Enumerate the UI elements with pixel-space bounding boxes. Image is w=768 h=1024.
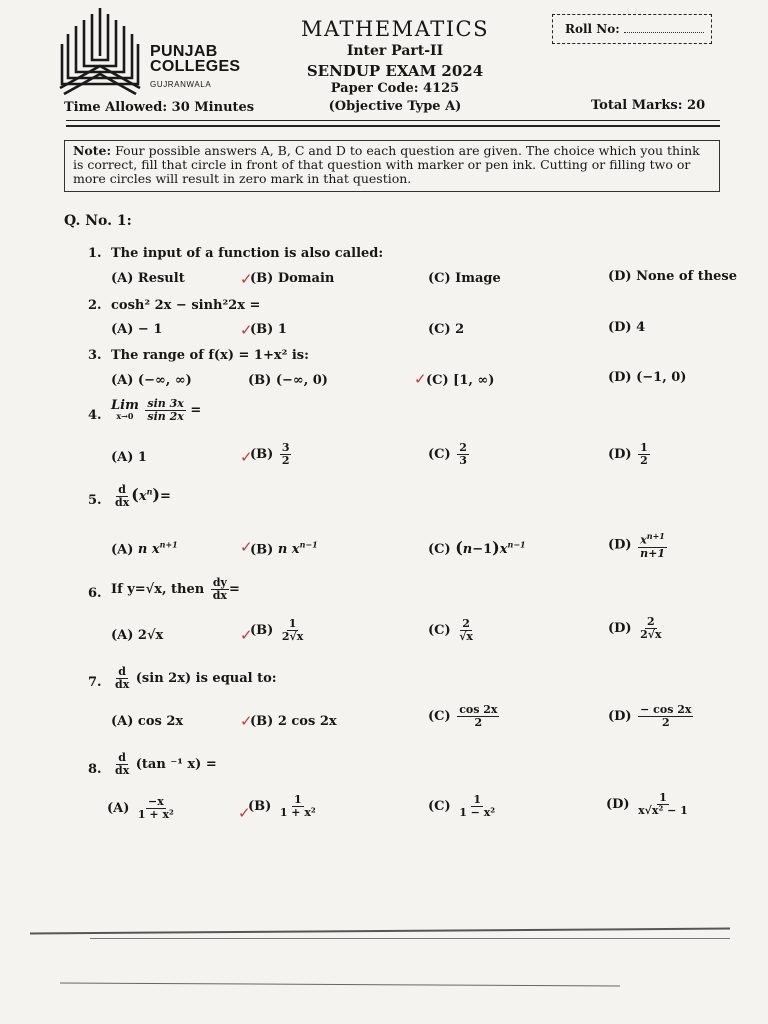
limit-label: Lim — [111, 397, 139, 413]
fraction-numerator: − cos 2x — [640, 703, 692, 716]
option-a[interactable] — [107, 796, 176, 821]
question-number: 2. — [88, 298, 102, 313]
option-a[interactable]: (A) 2√x — [111, 628, 164, 643]
fraction-denominator: 3 — [459, 454, 467, 467]
option-a[interactable]: (A) Result — [111, 271, 185, 286]
option-d[interactable]: (D) (−1, 0) — [608, 370, 687, 385]
header-divider-thin — [66, 120, 720, 121]
college-city: GUJRANWALA — [150, 80, 212, 89]
fraction-denominator: 1 − x² — [459, 806, 496, 819]
option-c-label: (C) — [428, 623, 451, 638]
fraction-numerator: 1 — [640, 441, 648, 454]
option-a[interactable]: (A) 1 — [111, 450, 147, 465]
option-a[interactable]: (A) n $x^{n+1}$ — [111, 540, 178, 558]
fraction-denominator: 1 + x² — [137, 808, 174, 821]
fraction-denominator: dx — [115, 678, 130, 691]
time-allowed: Time Allowed: 30 Minutes — [64, 100, 255, 115]
question-stem — [111, 666, 277, 691]
fraction-denominator: 2 — [661, 716, 670, 729]
question-number: 8. — [88, 762, 102, 777]
option-c-label: (C) — [428, 542, 451, 557]
question-number: 6. — [88, 586, 102, 601]
fraction-numerator: −x — [147, 795, 164, 808]
pen-tick-icon: ✓ — [238, 804, 251, 822]
question-stem: If y=√x, then $\frac{dy}{dx}$ = — [111, 576, 240, 602]
option-c[interactable]: (C) $(n-1)x^{n-1}$ — [428, 538, 526, 557]
exam-title: SENDUP EXAM 2024 — [306, 62, 484, 80]
option-a-label: (A) — [111, 628, 134, 643]
fraction-numerator: 1 — [293, 793, 302, 806]
option-d[interactable] — [608, 442, 650, 467]
fraction-numerator: 1 — [659, 791, 667, 804]
fraction-denominator: dx — [212, 589, 227, 602]
option-c[interactable]: (C) 2 — [428, 322, 465, 337]
question-number: 5. — [88, 493, 102, 508]
note-label: Note: — [73, 143, 112, 158]
option-d[interactable]: (D) None of these — [608, 269, 738, 284]
option-c[interactable] — [428, 442, 469, 467]
stem-text: (sin 2x) is equal to: — [135, 671, 277, 686]
paper-type: (Objective Type A) — [328, 99, 462, 114]
fraction-denominator: dx — [115, 496, 130, 509]
option-c[interactable]: (C) [1, ∞) — [426, 373, 495, 388]
option-a-label: (A) — [111, 542, 134, 558]
question-heading: Q. No. 1: — [64, 213, 132, 229]
total-marks: Total Marks: 20 — [591, 98, 706, 113]
option-c-label: (C) — [428, 799, 451, 814]
option-b[interactable]: (B) Domain — [250, 271, 335, 286]
header-divider-thick — [66, 125, 720, 127]
scan-line — [60, 983, 620, 987]
option-d[interactable]: (D) 4 — [608, 320, 646, 335]
option-b[interactable]: (B) 1 — [250, 322, 287, 337]
option-b-label: (B) — [250, 542, 274, 558]
pen-tick-icon: ✓ — [240, 448, 253, 466]
fraction-denominator: dx — [115, 764, 130, 777]
roll-number-box[interactable] — [552, 14, 712, 44]
instructions-note — [64, 140, 720, 192]
option-b[interactable]: (B) (−∞, 0) — [248, 373, 328, 388]
stem-text: If — [111, 582, 123, 597]
scan-line — [90, 938, 730, 939]
option-a[interactable]: (A) (−∞, ∞) — [111, 373, 192, 388]
option-d-label: (D) — [606, 797, 630, 812]
option-b[interactable]: (B) $\frac{1}{2√x}$ — [250, 617, 304, 643]
option-b[interactable]: (B) n $x^{n-1}$ — [250, 540, 318, 558]
subject-title: MATHEMATICS — [301, 17, 489, 41]
fraction-numerator: cos 2x — [459, 703, 498, 716]
fraction-numerator: 2 — [462, 617, 470, 630]
pen-tick-icon: ✓ — [240, 538, 253, 556]
option-d[interactable]: (D) $\frac{2}{2√x}$ — [608, 615, 662, 641]
option-d[interactable]: (D) $\frac{1}{\text{x√x² − 1}}$ — [606, 791, 688, 817]
fraction-numerator: 3 — [281, 441, 290, 454]
option-d-label: (D) — [608, 537, 632, 553]
fraction-numerator: d — [118, 665, 126, 678]
option-d-label: (D) — [608, 709, 632, 724]
stem-text: , then — [161, 582, 205, 597]
stem-text: (tan ⁻¹ x) = — [135, 757, 217, 772]
scan-line — [30, 928, 730, 935]
roll-number-label: Roll No: — [565, 22, 620, 36]
pen-tick-icon: ✓ — [414, 370, 427, 388]
roll-number-blank[interactable] — [624, 21, 704, 33]
option-c[interactable] — [428, 704, 499, 729]
question-stem — [111, 752, 217, 777]
option-c-label: (C) — [428, 447, 451, 462]
question-number: 1. — [88, 246, 102, 261]
exam-part: Inter Part-II — [346, 43, 444, 59]
question-stem: The range of f(x) = 1+x² is: — [111, 348, 309, 363]
fraction-denominator: 2 — [281, 454, 290, 467]
fraction-numerator: d — [118, 751, 126, 764]
fraction-denominator: 2 — [640, 454, 648, 467]
fraction-denominator: 1 + x² — [279, 806, 316, 819]
option-d-label: (D) — [608, 447, 632, 462]
option-c-label: (C) — [428, 709, 451, 724]
option-b[interactable] — [250, 442, 291, 467]
option-b[interactable]: (B) 2 cos 2x — [250, 714, 337, 729]
fraction-numerator: 1 — [288, 617, 297, 630]
option-a[interactable]: (A) cos 2x — [111, 714, 184, 729]
limit-subscript: x→0 — [116, 410, 134, 421]
paper-code: Paper Code: 4125 — [330, 81, 460, 96]
pen-tick-icon: ✓ — [240, 270, 253, 288]
option-b[interactable] — [248, 794, 318, 819]
fraction-numerator: sin 3x — [147, 397, 184, 410]
pen-tick-icon: ✓ — [240, 626, 253, 644]
option-b-label: (B) — [250, 447, 274, 462]
option-a-label: (A) — [107, 801, 130, 816]
question-stem: The input of a function is also called: — [111, 246, 384, 261]
option-c[interactable] — [428, 794, 497, 819]
option-c[interactable]: (C) $\frac{2}{√x}$ — [428, 617, 473, 643]
college-name-line1: PUNJAB — [150, 43, 218, 60]
college-name-line2: COLLEGES — [150, 58, 241, 75]
fraction-numerator: 2 — [647, 615, 655, 628]
question-stem: cosh² 2x − sinh²2x = — [111, 298, 261, 313]
question-stem: Lim x→0 $\frac{\sin 3x}{\sin 2x}$ = — [111, 397, 202, 423]
option-a[interactable]: (A) − 1 — [111, 322, 163, 337]
note-text: Four possible answers A, B, C and D to each question are given. The choice which you think is correct, fill that circle in front of that question with marker or pen ink. Cutting or filling two or more circles will result in zero mark in that question. — [73, 143, 700, 186]
question-number: 7. — [88, 675, 102, 690]
option-d-label: (D) — [608, 621, 632, 636]
fraction-numerator: 2 — [459, 441, 467, 454]
option-b-label: (B) — [250, 623, 274, 638]
option-c[interactable]: (C) Image — [428, 271, 501, 286]
option-d[interactable] — [608, 704, 693, 729]
fraction-denominator: sin 2x — [147, 410, 184, 423]
fraction-numerator: dy — [212, 576, 227, 589]
question-number: 3. — [88, 348, 102, 363]
fraction-denominator: 2 — [474, 716, 483, 729]
question-number: 4. — [88, 408, 102, 423]
question-stem: $\frac{d}{dx}$ $(x^n)=$ — [115, 483, 171, 509]
option-d[interactable]: (D) $\frac{x^{n+1}}{n+1}$ — [608, 531, 665, 560]
fraction-numerator: 1 — [473, 793, 481, 806]
option-b-label: (B) — [248, 799, 272, 814]
fraction-numerator: d — [118, 483, 126, 496]
pen-tick-icon: ✓ — [240, 712, 253, 730]
pen-tick-icon: ✓ — [240, 321, 253, 339]
